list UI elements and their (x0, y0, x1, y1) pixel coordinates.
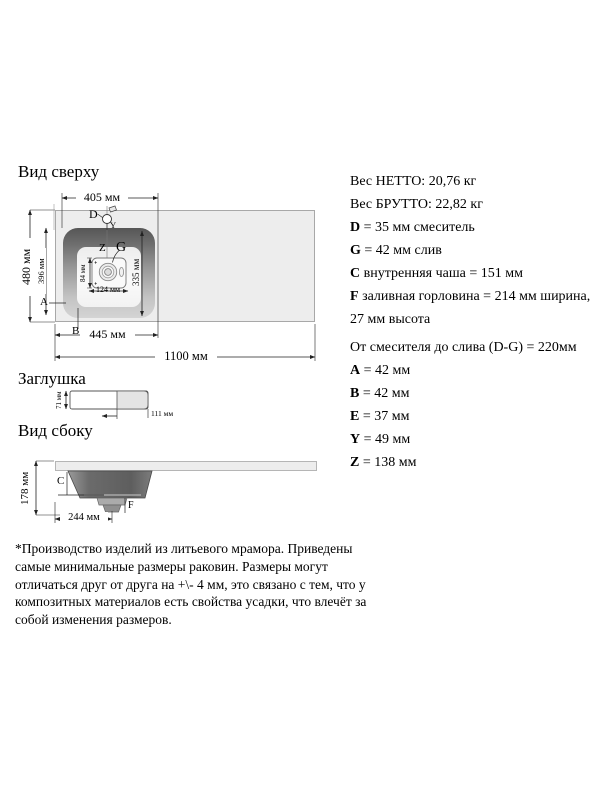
spec-line (350, 363, 596, 386)
dim-405-label: 405 мм (76, 191, 128, 204)
spec-key: E (350, 409, 360, 424)
filler-label-f: F (128, 500, 134, 511)
bowl-depth-label-c: C (57, 475, 65, 487)
top-view-title: Вид сверху (18, 162, 100, 181)
dim-396-label: 396 мм (36, 248, 46, 294)
spec-key: D (350, 220, 361, 235)
spec-text: = 49 мм (360, 432, 411, 447)
plug-title: Заглушка (18, 369, 86, 388)
spec-text: = 42 мм слив (360, 243, 442, 258)
spec-line (350, 197, 596, 220)
dim-445-label: 445 мм (80, 328, 135, 341)
spec-line (350, 340, 596, 363)
faucet-offset-label-y: Y (110, 220, 117, 230)
spec-line (350, 432, 596, 455)
spec-key: F (350, 289, 359, 304)
spec-key: B (350, 386, 360, 401)
spec-text: внутренняя чаша = 151 мм (360, 266, 523, 281)
dim-335-label: 335 мм (131, 258, 141, 286)
spec-line (350, 386, 596, 409)
production-footnote: *Производство изделий из литьевого мрамора. Приведены самые минимальные размеры раковин. Размеры могут отличаться друг от друга на +\- 4 мм, это связано с тем, что у композитных материалов есть свойства усадки, что влечёт за собой изменения размеров. (15, 541, 367, 628)
spec-text: = 42 мм (360, 363, 411, 378)
spec-text: 27 мм высота (350, 312, 431, 327)
faucet-label-d: D (89, 207, 98, 221)
dim-84-label: 84 мм (79, 264, 87, 283)
spec-text: = 35 мм смеситель (360, 220, 475, 235)
drain-label-g: G (116, 240, 127, 255)
dim-480-label: 480 мм (19, 238, 34, 296)
spec-key: C (350, 266, 361, 281)
gap-label-a: A (40, 296, 48, 308)
centerline-label-z: Z (99, 242, 106, 254)
spec-text: = 42 мм (359, 386, 410, 401)
gap-label-b: B (72, 325, 80, 337)
spec-key: G (350, 243, 361, 258)
spec-key: Y (350, 432, 361, 447)
dim-124-label: 124 мм (95, 285, 121, 294)
spec-text: заливная горловина = 214 мм ширина, (358, 289, 591, 304)
plug-dim-111-label: 111 мм (151, 409, 174, 418)
spec-key: Z (350, 455, 360, 470)
spec-text: От смесителя до слива (D-G) = 220мм (350, 340, 577, 355)
spec-text: Вес БРУТТО: 22,82 кг (350, 197, 483, 212)
spec-line (350, 220, 596, 243)
spec-line (350, 243, 596, 266)
plug-dim-71-label: 71 мм (55, 391, 63, 409)
spec-line (350, 266, 596, 289)
dim-178-label: 178 мм (19, 462, 31, 515)
dim-244-label: 244 мм (60, 512, 108, 524)
spec-block-weights (350, 174, 596, 335)
spec-line (350, 289, 596, 312)
spec-line (350, 455, 596, 478)
spec-line (350, 312, 596, 335)
spec-line (350, 174, 596, 197)
spec-text: Вес НЕТТО: 20,76 кг (350, 174, 477, 189)
spec-text: = 37 мм (359, 409, 410, 424)
spec-key: A (350, 363, 361, 378)
spec-text: = 138 мм (359, 455, 417, 470)
spec-block-distances (350, 340, 596, 478)
dim-1100-label: 1100 мм (155, 350, 217, 364)
side-view-title: Вид сбоку (18, 421, 93, 440)
spec-line (350, 409, 596, 432)
plug-lines (66, 391, 148, 419)
